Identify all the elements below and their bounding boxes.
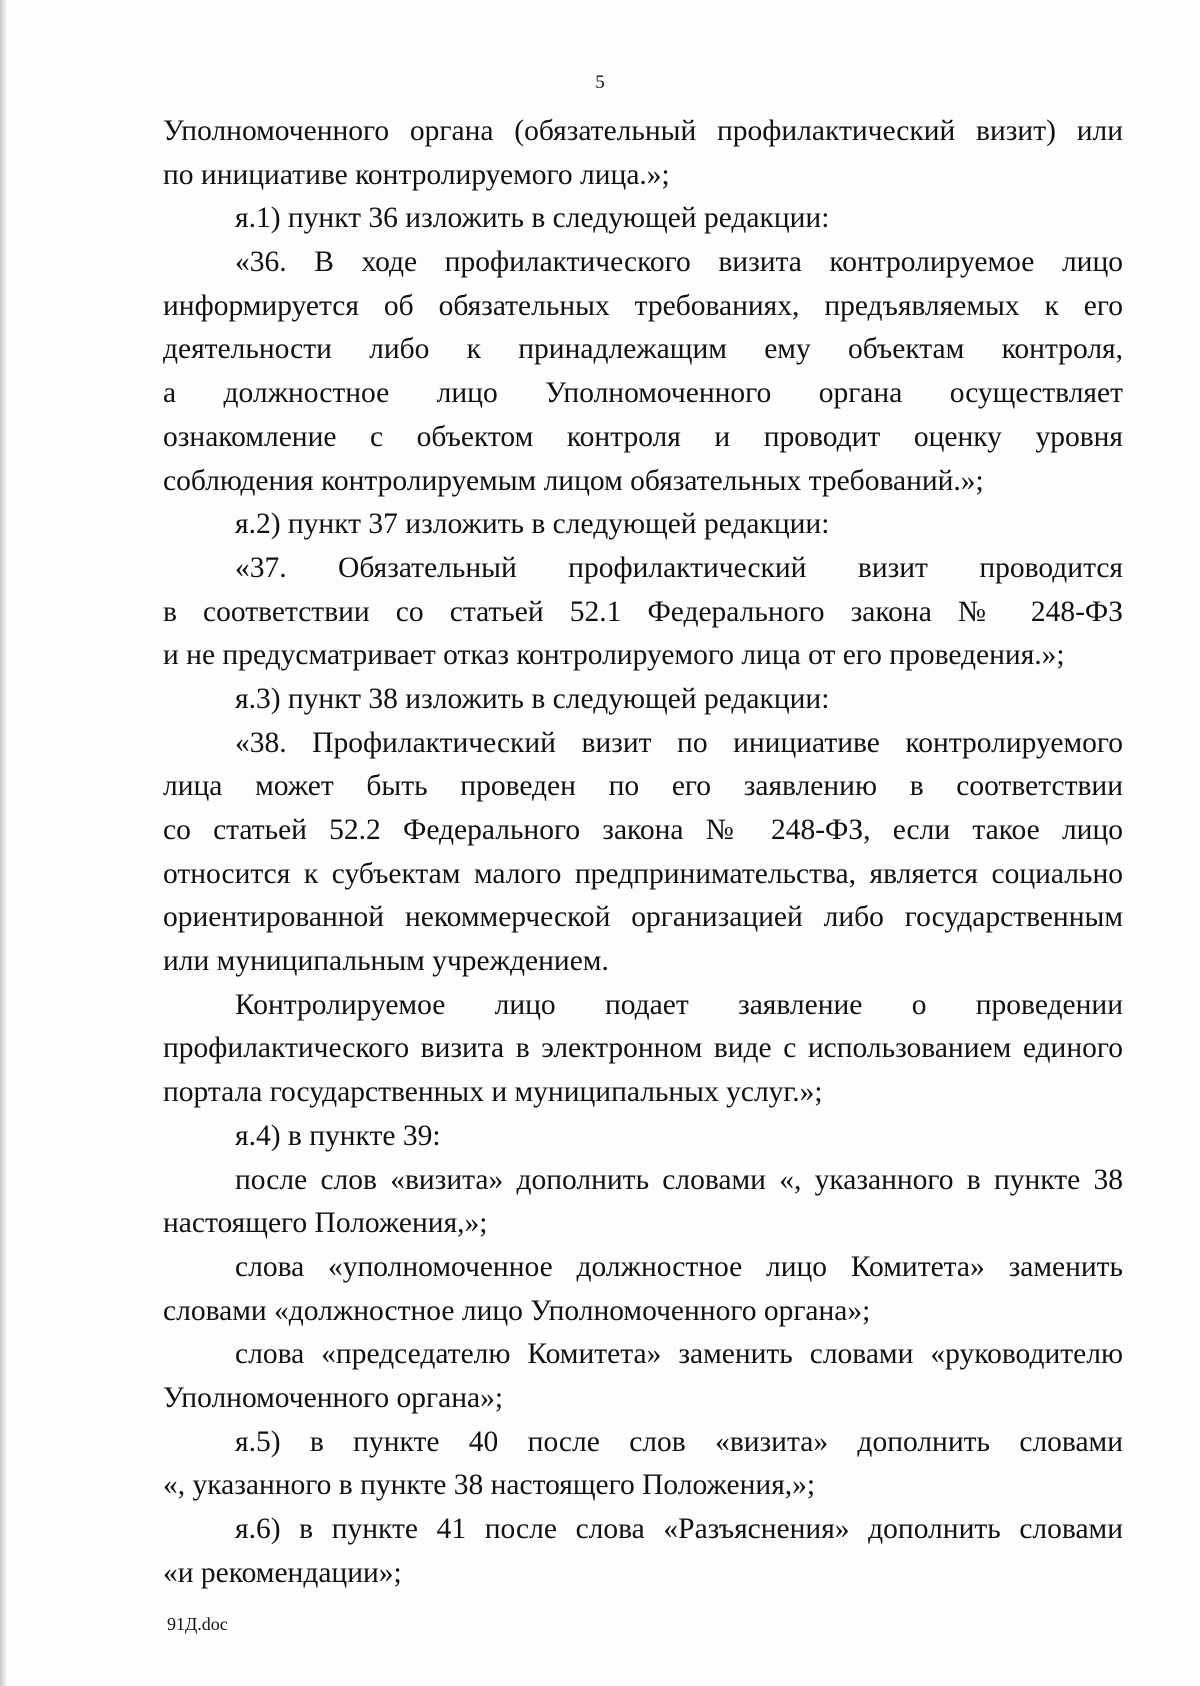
text-line: профилактического визита в электронном виде с использованием единого: [163, 1032, 1123, 1065]
text-line: информируется об обязательных требованиях, предъявляемых к его: [163, 289, 1123, 322]
text-line: соблюдения контролируемым лицом обязательных требований.»;: [163, 464, 984, 497]
page-number: 5: [595, 72, 605, 93]
text-line: в соответствии со статьей 52.1 Федерального закона № 248-ФЗ: [163, 595, 1123, 628]
text-line: я.5) в пункте 40 после слов «визита» дополнить словами: [235, 1425, 1123, 1458]
document-body: [163, 110, 1123, 1595]
text-line: по инициативе контролируемого лица.»;: [163, 158, 670, 191]
text-line: настоящего Положения,»;: [163, 1207, 488, 1240]
text-line: или муниципальным учреждением.: [163, 945, 609, 978]
footer-filename: 91Д.doc: [167, 1614, 228, 1634]
text-line: «37. Обязательный профилактический визит проводится: [235, 551, 1123, 584]
text-line: а должностное лицо Уполномоченного органа осуществляет: [163, 377, 1123, 410]
text-line: деятельности либо к принадлежащим ему объектам контроля,: [163, 333, 1123, 366]
text-line: ознакомление с объектом контроля и проводит оценку уровня: [163, 420, 1123, 453]
text-line: слова «председателю Комитета» заменить словами «руководителю: [235, 1338, 1123, 1371]
text-line: я.4) в пункте 39:: [235, 1119, 441, 1152]
text-line: Уполномоченного органа»;: [163, 1381, 504, 1414]
text-line: я.1) пункт 36 изложить в следующей редакции:: [235, 202, 830, 235]
text-line: «36. В ходе профилактического визита контролируемое лицо: [235, 246, 1123, 279]
text-line: Уполномоченного органа (обязательный профилактический визит) или: [163, 115, 1123, 147]
text-line: «и рекомендации»;: [163, 1556, 402, 1589]
text-line: Контролируемое лицо подает заявление о проведении: [235, 988, 1123, 1021]
text-line: я.2) пункт 37 изложить в следующей редакции:: [235, 508, 830, 541]
text-line: после слов «визита» дополнить словами «, указанного в пункте 38: [235, 1163, 1123, 1196]
text-line: и не предусматривает отказ контролируемого лица от его проведения.»;: [163, 639, 1065, 672]
text-line: я.6) в пункте 41 после слова «Разъяснения» дополнить словами: [235, 1513, 1123, 1545]
text-line: портала государственных и муниципальных услуг.»;: [163, 1076, 823, 1109]
text-line: «38. Профилактический визит по инициативе контролируемого: [235, 726, 1123, 759]
text-line: «, указанного в пункте 38 настоящего Положения,»;: [163, 1469, 816, 1502]
scan-edge: [0, 0, 6, 1686]
text-line: ориентированной некоммерческой организацией либо государственным: [163, 901, 1123, 934]
text-line: словами «должностное лицо Уполномоченного органа»;: [163, 1294, 871, 1327]
text-line: относится к субъектам малого предпринимательства, является социально: [163, 857, 1123, 890]
text-line: я.3) пункт 38 изложить в следующей редакции:: [235, 682, 830, 715]
text-line: со статьей 52.2 Федерального закона № 248-ФЗ, если такое лицо: [163, 814, 1123, 846]
text-line: слова «уполномоченное должностное лицо Комитета» заменить: [235, 1250, 1123, 1283]
text-line: лица может быть проведен по его заявлению в соответствии: [163, 770, 1123, 803]
